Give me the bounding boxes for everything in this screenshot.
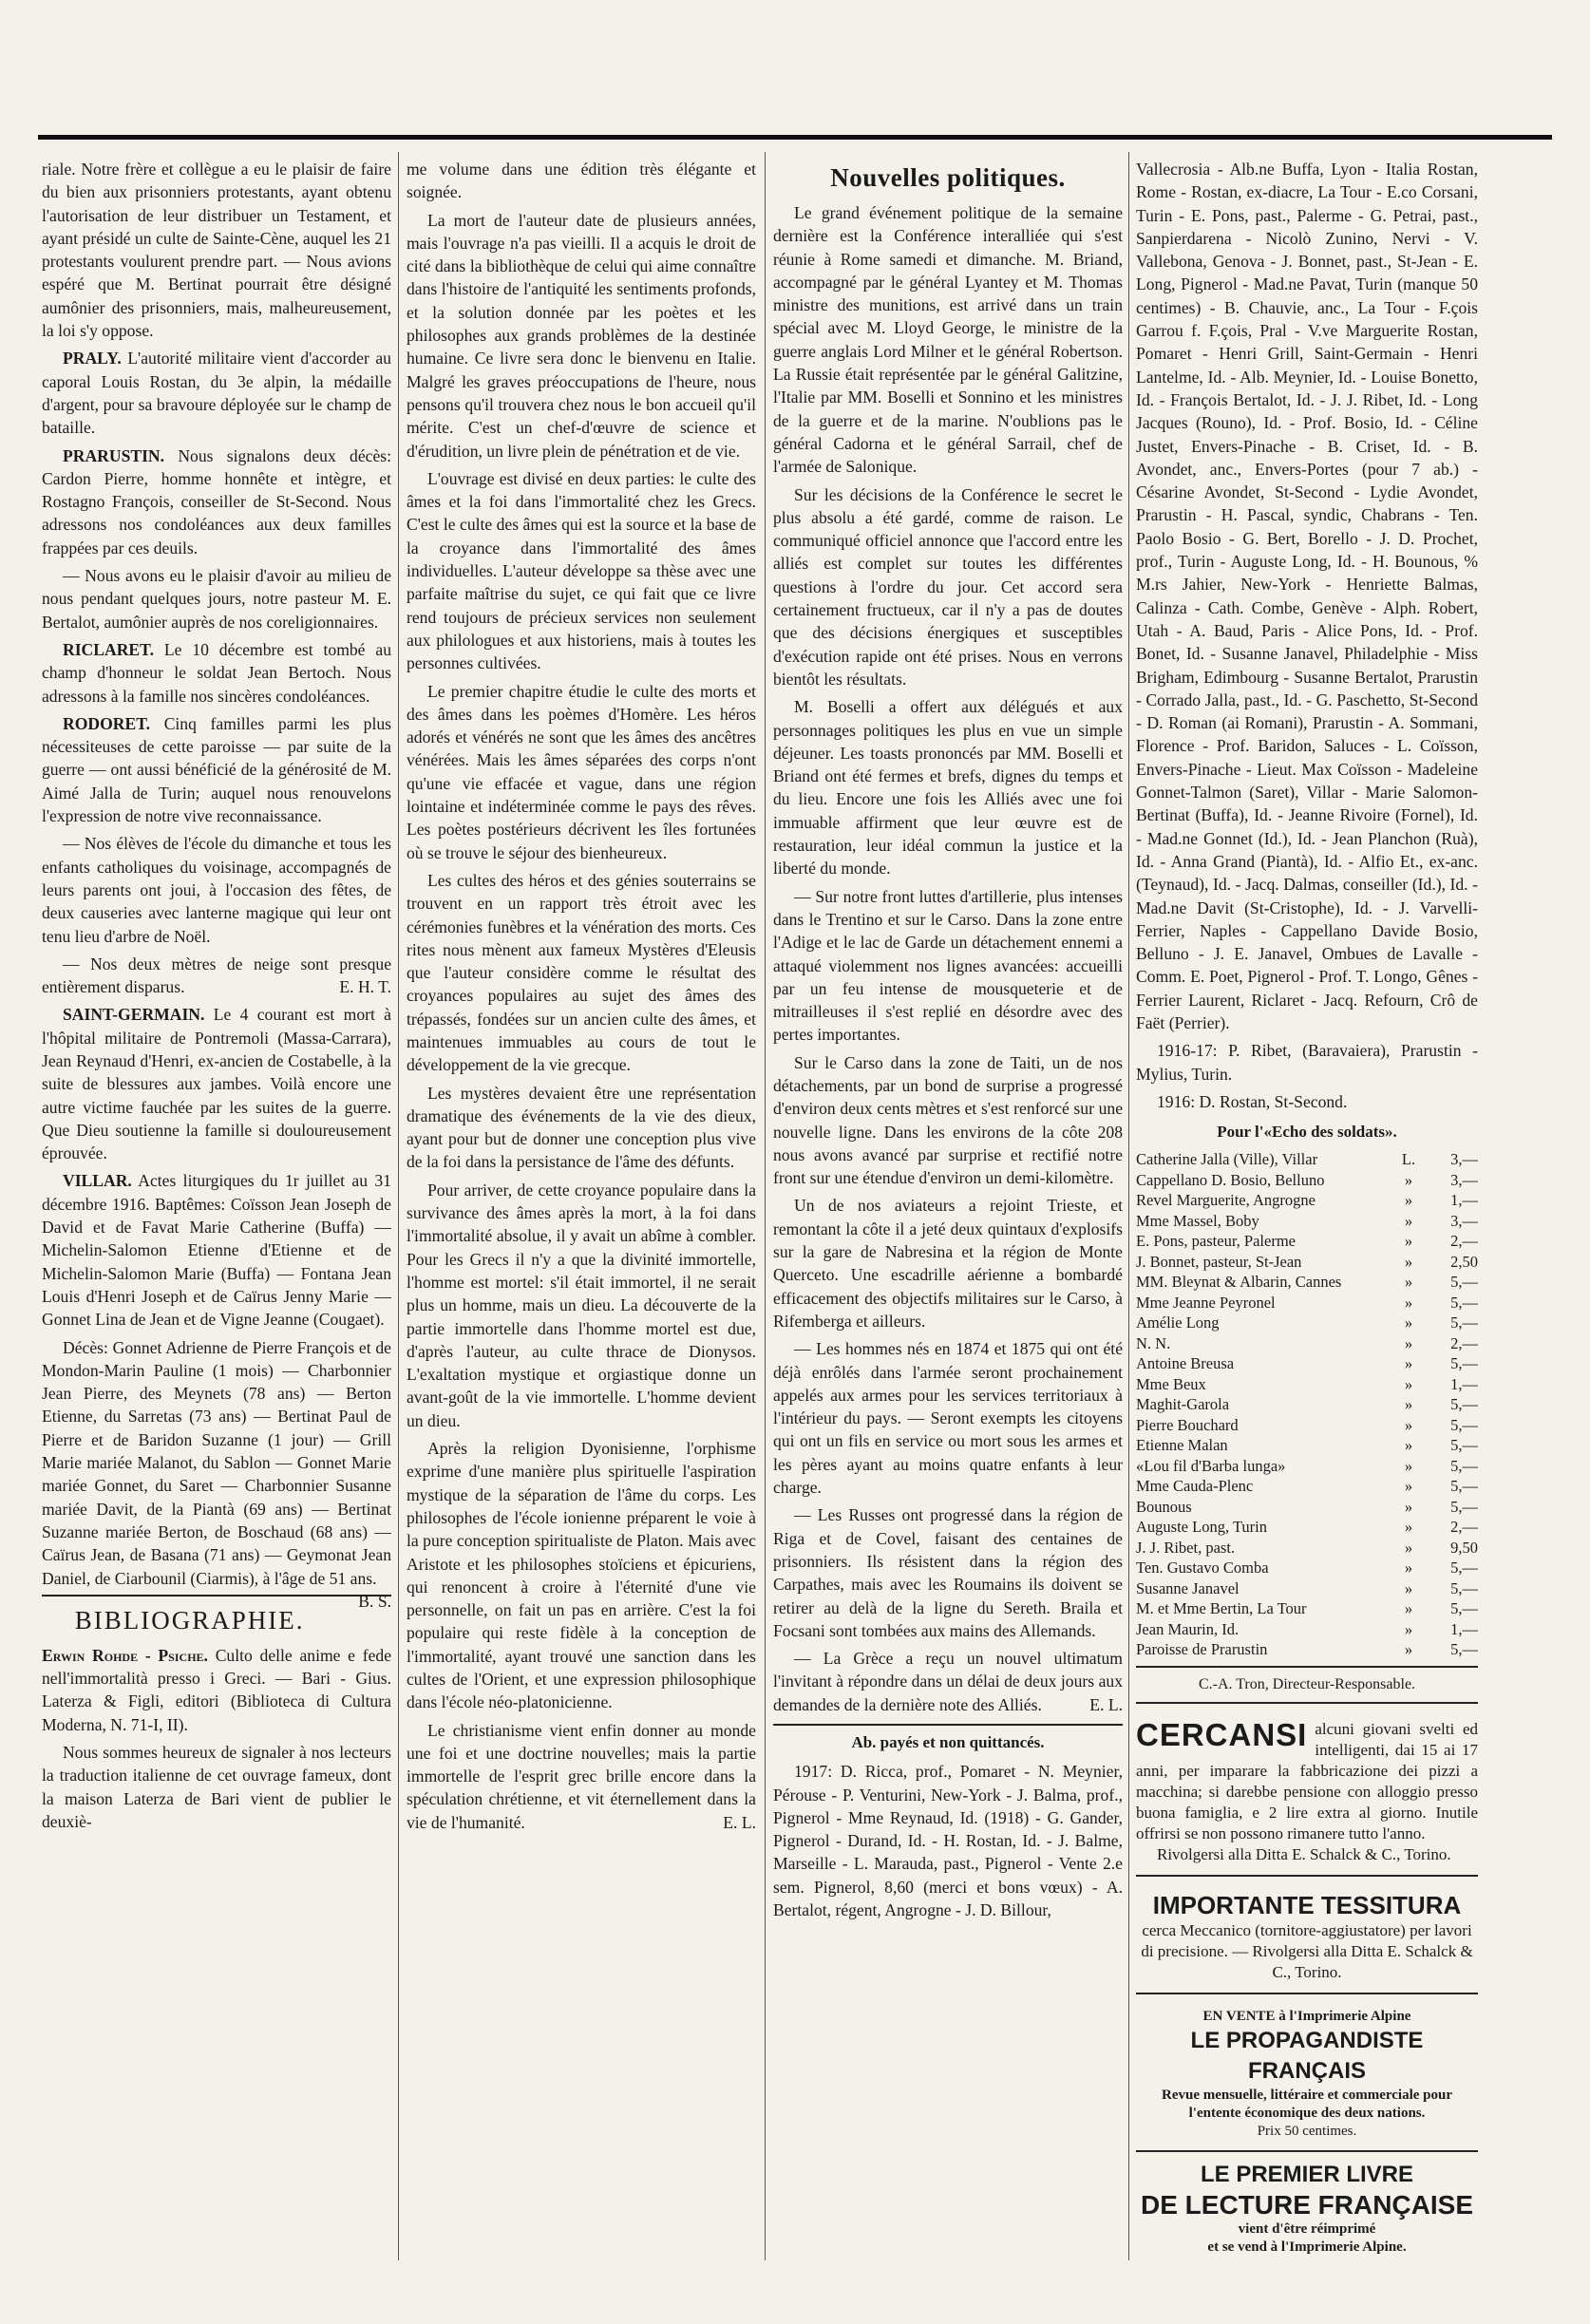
echo-name: Auguste Long, Turin	[1136, 1518, 1267, 1537]
echo-amt: 5,—	[1450, 1578, 1478, 1597]
echo-name: Pierre Bouchard	[1136, 1415, 1239, 1434]
echo-name: Antoine Breusa	[1136, 1354, 1235, 1373]
riclaret-item	[42, 638, 391, 708]
echo-amt: 3,—	[1450, 1170, 1478, 1189]
paragraph: 1916-17: P. Ribet, (Baravaiera), Prarustin - Mylius, Turin.	[1136, 1041, 1478, 1084]
echo-amt: 5,—	[1450, 1640, 1478, 1659]
ad-text: cerca Meccanico (tornitore-aggiustatore) per lavori di precisione. — Rivolgersi alla Ditta E. Schalck & C., Torino.	[1141, 1921, 1473, 1982]
echo-amt: 5,—	[1450, 1436, 1478, 1455]
paragraph-text: Le 10 décembre est tombé au champ d'honneur le soldat Jean Bertoch. Nous adressons à la famille nos sincères condoléances.	[42, 639, 391, 706]
echo-name: «Lou fil d'Barba lunga»	[1136, 1456, 1286, 1475]
paragraph: — Les hommes nés en 1874 et 1875 qui ont été déjà enrôlés dans l'armée seront prochainement appelés aux armes pour les services territoriaux à l'intérieur du pays. — Seront exempts les citoyens qui ont un fils en service ou mort sous les armes et les pères ayant au moins quatre enfants à leur charge.	[773, 1339, 1123, 1498]
prarustin-item	[42, 444, 391, 559]
subscriptions-heading: Ab. payés et non quittancés.	[773, 1724, 1123, 1754]
ad-title: LE PROPAGANDISTE FRANÇAIS	[1190, 2028, 1424, 2085]
echo-amt: 5,—	[1450, 1559, 1478, 1578]
echo-row	[1136, 1538, 1478, 1559]
ad-premier-livre	[1136, 2160, 1478, 2257]
praly-item	[42, 347, 391, 439]
echo-cur: »	[1404, 1170, 1413, 1189]
paragraph-text: Le 4 courant est mort à l'hôpital militaire de Pontremoli (Massa-Carrara), Jean Reynaud d'Henri, ex-ancien de Costabelle, à la suite de blessures aux jambes. Voilà encore une autre victime fauchée par les suites de la guerre. Que Dieu soutienne la famille si douloureusement éprouvée.	[42, 1005, 391, 1163]
echo-row	[1136, 1497, 1478, 1518]
paragraph: Pour arriver, de cette croyance populaire dans la survivance des âmes après la mort, à la foi dans l'immortalité absolue, il y avait un abîme à combler. Pour les Grecs il n'y a que la divinité immortelle, l'homme est mortel: s'il était immortel, il ne serait plus un homme, mais un dieu. La découverte de la partie immortelle dans l'homme mortel est due, d'après l'auteur, au culte thrace de Dionysos. L'exaltation mystique et orgiastique donne un avant-goût de la vie immortelle. L'homme devient un dieu.	[407, 1180, 756, 1430]
echo-cur: L.	[1401, 1150, 1416, 1169]
column-rule	[765, 152, 766, 2260]
ad-title: DE LECTURE FRANÇAISE	[1140, 2190, 1473, 2220]
paragraph-text: Nous signalons deux décès: Cardon Pierre, homme honnête et intègre, et Rostagno François, conseiller de St-Second. Nous adressons nos condoléances aux deux familles frappées par ces deuils.	[42, 445, 391, 557]
paragraph: Sur le Carso dans la zone de Taiti, un de nos détachements, par un bond de surprise a progressé d'environ deux cents mètres et s'est renforcé sur une nouvelle ligne. Dans les environs de la côte 208 nous avons avancé par surprise et rectifié notre front sur une étendue d'environ un demi-kilomètre.	[773, 1052, 1123, 1188]
politics-heading: Nouvelles politiques.	[830, 163, 1066, 192]
place-name: SAINT-GERMAIN.	[63, 1005, 205, 1025]
place-name: PRALY.	[63, 349, 122, 368]
director-line: C.-A. Tron, Directeur-Responsable.	[1136, 1673, 1478, 1704]
echo-name: Ten. Gustavo Comba	[1136, 1559, 1269, 1578]
echo-row	[1136, 1313, 1478, 1333]
echo-name: Jean Maurin, Id.	[1136, 1619, 1240, 1638]
echo-name: E. Pons, pasteur, Palerme	[1136, 1232, 1296, 1251]
echo-cur: »	[1404, 1518, 1413, 1537]
paragraph: M. Boselli a offert aux délégués et aux personnages politiques les plus en vue un simple déjeuner. Les toasts prononcés par MM. Boselli et Briand ont été fermes et brefs, dignes du temps et du lieu. Encore une fois les Alliés avec une foi immuable affirment que leur œuvre est de restauration, leur idéal commun la justice et la liberté du monde.	[773, 697, 1123, 879]
echo-row	[1136, 1598, 1478, 1619]
ad-kicker: EN VENTE à l'Imprimerie Alpine	[1202, 2009, 1411, 2025]
paragraph: L'ouvrage est divisé en deux parties: le culte des âmes et la foi dans l'immortalité chez les Grecs. C'est le culte des âmes qui est la source et la base de la croyance dans l'immortalité des âmes individuelles. L'auteur développe sa thèse avec une parfaite maîtrise du sujet, ce qui fait que ce livre rend toujours de précieux services non seulement aux philologues et aux historiens, mais à toutes les personnes cultivées.	[407, 468, 756, 673]
bibliography-entry	[42, 1644, 391, 1736]
echo-name: Etienne Malan	[1136, 1436, 1228, 1455]
echo-cur: »	[1404, 1313, 1413, 1332]
echo-name: MM. Bleynat & Albarin, Cannes	[1136, 1273, 1342, 1292]
echo-name: Bounous	[1136, 1497, 1192, 1516]
echo-name: Amélie Long	[1136, 1313, 1220, 1332]
echo-cur: »	[1404, 1640, 1413, 1659]
echo-cur: »	[1404, 1252, 1413, 1271]
echo-row	[1136, 1374, 1478, 1395]
echo-cur: »	[1404, 1354, 1413, 1373]
paragraph: me volume dans une édition très élégante et soignée.	[407, 160, 756, 202]
paragraph: Les cultes des héros et des génies souterrains se trouvent en un rapport très étroit avec les cérémonies funèbres et la vénération des morts. Ces rites nous mènent aux fameux Mystères d'Eleusis que l'auteur considère comme le résultat des croyances populaires au sujet des âmes des trépassés, fondées sur un ancien culte des âmes, et maintenues immuables au cours de tout le développement de la vie grecque.	[407, 870, 756, 1075]
column-4	[1136, 158, 1478, 2295]
echo-row	[1136, 1415, 1478, 1436]
echo-amt: 2,—	[1450, 1333, 1478, 1352]
echo-heading: Pour l'«Echo des soldats».	[1217, 1123, 1397, 1142]
ad-text: vient d'être réimprimé	[1238, 2221, 1376, 2238]
ad-tessitura	[1136, 1884, 1478, 1994]
echo-cur: »	[1404, 1599, 1413, 1618]
echo-name: J. J. Ribet, past.	[1136, 1538, 1236, 1557]
echo-cur: »	[1404, 1191, 1413, 1210]
place-name: RICLARET.	[63, 639, 154, 659]
ad-title: CERCANSI	[1136, 1717, 1308, 1753]
paragraph-text: Culto delle anime e fede nell'immortalità presso i Greci. — Bari - Gius. Laterza & Figli, editori (Biblioteca di Cultura Moderna, N. 71-I, II).	[42, 1645, 391, 1734]
paragraph: riale. Notre frère et collègue a eu le plaisir de faire du bien aux prisonniers protestants, ayant obtenu l'autorisation de leur distribuer un Testament, et ayant présidé un culte de Sainte-Cène, auquel les 21 protestants voulurent prendre part. — Nous avions espéré que M. Bertinat pourrait être désigné aumônier des prisonniers, mais, malheureusement, la loi s'y oppose.	[42, 160, 391, 341]
echo-name: Paroisse de Prarustin	[1136, 1640, 1268, 1659]
echo-amt: 3,—	[1450, 1150, 1478, 1169]
paragraph: — Les Russes ont progressé dans la région de Riga et de Covel, faisant des centaines de prisonniers. Ils résistent dans la région des Carpathes, mais avec les Roumains ils doivent se retirer au delà de la ligne du Sereth. Braila et Focsani sont tombées aux mains des Allemands.	[773, 1505, 1123, 1640]
paragraph-text: L'autorité militaire vient d'accorder au caporal Louis Rostan, du 3e alpin, la médaille d'argent, pour sa bravoure déployée sur le champ de bataille.	[42, 349, 391, 438]
echo-cur: »	[1404, 1232, 1413, 1251]
bibliography-heading: BIBLIOGRAPHIE.	[42, 1595, 391, 1636]
echo-name: Maghit-Garola	[1136, 1395, 1230, 1414]
echo-cur: »	[1404, 1578, 1413, 1597]
echo-row	[1136, 1456, 1478, 1477]
paragraph: Après la religion Dyonisienne, l'orphisme exprime d'une manière plus spirituelle l'aspiration mystique de la séparation de l'âme du corps. Les philosophes de l'école ionienne préparent le voie à la pure conception spiritualiste de Platon. Mais avec Aristote et les philosophes stoïciens et épicuriens, qui renoncent à croire à l'éternité d'une vie personnelle, on fait un pas en arrière. C'est la foi populaire qui reste fidèle à la conception de l'immortalité, ayant trouvé une sanction dans les cultes de l'Orient, et une expression philosophique dans l'école néo-platonicienne.	[407, 1439, 756, 1712]
paragraph	[42, 953, 391, 999]
paragraph: Le premier chapitre étudie le culte des morts et des âmes dans les poèmes d'Homère. Les héros adorés et vénérés ne sont que les âmes des ancêtres vénérées. Mais les âmes séparées des corps n'ont qu'une vie effacée et vague, dans une région lointaine et indéterminée comme le pays des rêves. Les poètes postérieurs décrivent les îles fortunées où se trouve le séjour des bienheureux.	[407, 681, 756, 862]
echo-name: Mme Cauda-Plenc	[1136, 1477, 1254, 1496]
signature: B. S.	[358, 1591, 391, 1611]
echo-row	[1136, 1211, 1478, 1232]
echo-row	[1136, 1394, 1478, 1415]
echo-amt: 5,—	[1450, 1273, 1478, 1292]
echo-amt: 5,—	[1450, 1293, 1478, 1312]
echo-amt: 2,—	[1450, 1232, 1478, 1251]
echo-row	[1136, 1578, 1478, 1599]
echo-name: N. N.	[1136, 1333, 1171, 1352]
paragraph: Un de nos aviateurs a rejoint Trieste, et remontant la côte il a jeté deux quintaux d'explosifs sur la gare de Nabresina et la région de Monte Querceto. Une escadrille aérienne a bombardé efficacement des objectifs militaires sur le Carso, à Rifemberga et ailleurs.	[773, 1196, 1123, 1331]
echo-row	[1136, 1558, 1478, 1578]
echo-cur: »	[1404, 1395, 1413, 1414]
echo-amt: 5,—	[1450, 1313, 1478, 1332]
echo-cur: »	[1404, 1497, 1413, 1516]
echo-amt: 5,—	[1450, 1497, 1478, 1516]
paragraph: — Nos élèves de l'école du dimanche et tous les enfants catholiques du voisinage, accompagnés de leurs parents ont joui, à l'occasion des fêtes, de deux causeries avec lanterne magique qui leur ont tenu lieu d'arbre de Noël.	[42, 834, 391, 946]
column-3	[773, 158, 1123, 2295]
echo-row	[1136, 1170, 1478, 1191]
echo-name: Catherine Jalla (Ville), Villar	[1136, 1150, 1318, 1169]
paragraph	[773, 1647, 1123, 1716]
echo-name: Revel Marguerite, Angrogne	[1136, 1191, 1316, 1210]
paragraph: — Sur notre front luttes d'artillerie, plus intenses dans le Trentino et sur le Carso. Dans la zone entre l'Adige et le lac de Garde un détachement ennemi a attaqué violemment nos lignes avancées: accueilli par un feu intense de mousqueterie et de mitrailleuses il s'est replié en désordre avec des pertes importantes.	[773, 886, 1123, 1045]
paragraph: Sur les décisions de la Conférence le secret le plus absolu a été gardé, comme de raison. Le communiqué officiel annonce que l'accord entre les alliés est complet sur toutes les différentes questions à l'ordre du jour. Cet accord sera certainement fructueux, car il n'y a pas de doutes que des décisions énergiques et susceptibles d'exécution rapide ont été prises. Nous en verrons bientôt les résultats.	[773, 484, 1123, 689]
echo-row	[1136, 1619, 1478, 1640]
echo-row	[1136, 1293, 1478, 1313]
place-name: PRARUSTIN.	[63, 445, 165, 465]
echo-row	[1136, 1231, 1478, 1252]
echo-cur: »	[1404, 1273, 1413, 1292]
column-rule	[1128, 152, 1129, 2260]
echo-amt: 2,—	[1450, 1518, 1478, 1537]
stgermain-item	[42, 1003, 391, 1164]
ad-body	[1136, 1719, 1478, 1865]
paragraph: Vallecrosia - Alb.ne Buffa, Lyon - Italia Rostan, Rome - Rostan, ex-diacre, La Tour - E.co Corsani, Turin - E. Pons, past., Palerme - G. Petrai, past., Sanpierdarena - Nicolò Zunino, Nervi - V. Vallebona, Genova - J. Bonnet, past., St-Jean - E. Long, Pignerol - Mad.ne Pavat, Turin (manque 50 centimes) - B. Chauvie, anc., La Tour - F.çois Garrou f. F.çois, Pral - V.ve Marguerite Rostan, Pomaret - Henri Grill, Saint-Germain - Henri Lantelme, Id. - Alb. Meynier, Id. - Louise Bonetto, Id. - François Bertalot, Id. - J. J. Ribet, Id. - Long Jacques (Rouno), Id. - Prof. Bosio, Id. - Céline Justet, Envers-Pinache - B. Criset, Id. - B. Avondet, anc., Envers-Portes (pour 7 ab.) - Césarine Avondet, St-Second - Lydie Avondet, Prarustin - H. Pascal, syndic, Chabrans - Ten. Paolo Bosio - G. Bert, Borello - J. D. Prochet, prof., Turin - Auguste Long, Id. - H. Bounous, % M.rs Jahier, New-York - Henriette Balmas, Calinza - Cath. Combe, Genève - Alph. Robert, Utah - A. Baud, Paris - Alice Pons, Id. - Prof. Bonet, Id. - Susanne Janavel, Philadelphie - Miss Brigham, Edimbourg - Susanne Bertalot, Prarustin - Corrado Jalla, past., Id. - G. Paschetto, St-Second - D. Roman (ai Romani), Prarustin - A. Sommani, Florence - Prof. Baridon, Saluces - L. Coïsson, Envers-Pinache - Lieut. Max Coïsson - Madeleine Gonnet-Talmon (Saret), Villar - Marie Salomon-Bertinat (Buffa), Id. - Jeanne Rivoire (Fornel), Id. - Mad.ne Gonnet (Id.), Id. - Jean Planchon (Ruà), Id. - Anna Grand (Piantà), Id. - Alfio Et., ex-anc. (Teynaud), Id. - Jacq. Dalmas, conseiller (Id.), Id. - Mad.ne Davit (St-Cristophe), Id. - J. Varvelli-Ferrier, Naples - Cappellano Davide Bosio, Belluno - J. E. Janavel, Ombues de Lavalle - Comm. E. Poet, Pignerol - Prof. T. Longo, Gênes - Ferrier Laurent, Riclaret - Jacq. Refourn, Crô de Faët (Perrier).	[1136, 160, 1478, 1032]
paragraph-text: — Nos deux mètres de neige sont presque entièrement disparus.	[42, 954, 391, 997]
signature: E. H. T.	[339, 977, 391, 997]
echo-amt: 5,—	[1450, 1354, 1478, 1373]
echo-name: Cappellano D. Bosio, Belluno	[1136, 1170, 1325, 1189]
echo-amt: 5,—	[1450, 1395, 1478, 1414]
villar-item	[42, 1169, 391, 1331]
paragraph-text: Actes liturgiques du 1r juillet au 31 décembre 1916. Baptêmes: Coïsson Jean Joseph de David et de Favat Marie Catherine (Buffa) — Michelin-Salomon Etienne d'Etienne et de Michelin-Salomon Marie (Buffa) — Fontana Jean Louis d'Henri Joseph et de Caïrus Jenny Marie — Gonnet Lina de Jean et de Vigne Jeanne (Cougaet).	[42, 1171, 391, 1330]
paragraph: La mort de l'auteur date de plusieurs années, mais l'ouvrage n'a pas vieilli. Il a acquis le droit de cité dans la bibliothèque de celui qui aime connaître dans l'histoire de l'antiquité les sentiments profonds, et la solution donnée par les poètes et les philosophes aux grands problèmes de la destinée humaine. Ce livre sera donc le bienvenu en Italie. Malgré les graves préoccupations de l'heure, nous pensons qu'il trouvera chez nous le bon accueil qu'il mérite. C'est un chef-d'œuvre de science et d'érudition, un livre plein de pénétration et de vie.	[407, 210, 756, 461]
echo-row	[1136, 1476, 1478, 1497]
echo-cur: »	[1404, 1374, 1413, 1393]
echo-name: M. et Mme Bertin, La Tour	[1136, 1599, 1307, 1618]
paragraph-text: Cinq familles parmi les plus nécessiteuses de cette paroisse — par suite de la guerre — ont aussi bénéficié de la générosité de M. Aimé Jalla de Turin; auquel nous renouvelons l'expression de notre vive reconnaissance.	[42, 713, 391, 826]
echo-amt: 5,—	[1450, 1477, 1478, 1496]
ad-contact: Rivolgersi alla Ditta E. Schalck & C., Torino.	[1157, 1845, 1451, 1864]
echo-name: J. Bonnet, pasteur, St-Jean	[1136, 1252, 1302, 1271]
paragraph: 1917: D. Ricca, prof., Pomaret - N. Meynier, Pérouse - P. Venturini, New-York - J. Balma, prof., Pignerol - Mme Reynaud, Id. (1918) - G. Gander, Pignerol - Durand, Id. - H. Rostan, Id. - J. Balme, Marseille - L. Marauda, past., Pignerol - Vente 2.e sem. Pignerol, 8,60 (merci et bons vœux) - A. Bertalot, régent, Angrogne - J. D. Billour,	[773, 1762, 1123, 1920]
ad-subtitle: Revue mensuelle, littéraire et commerciale pour l'entente économique des deux nations.	[1161, 2088, 1452, 2122]
echo-cur: »	[1404, 1456, 1413, 1475]
echo-amt: 1,—	[1450, 1374, 1478, 1393]
paragraph-text: Le christianisme vient enfin donner au monde une foi et une doctrine nouvelles; mais la partie immortelle de l'esprit grec brille encore dans la spéculation chrétienne, et vit éternellement dans la vie de l'humanité.	[407, 1720, 756, 1832]
echo-cur: »	[1404, 1436, 1413, 1455]
echo-cur: »	[1404, 1559, 1413, 1578]
echo-cur: »	[1404, 1619, 1413, 1638]
signature: E. L.	[723, 1812, 756, 1832]
ad-propagandiste	[1136, 2002, 1478, 2152]
column-2	[407, 158, 756, 2295]
paragraph	[42, 1336, 391, 1611]
echo-amt: 3,—	[1450, 1211, 1478, 1230]
top-rule	[38, 135, 1552, 140]
echo-amt: 9,50	[1450, 1538, 1478, 1557]
ad-text: alcuni giovani svelti ed intelligenti, dai 15 ai 17 anni, per imparare la fabbricazione dei pizzi a macchina; si darebbe pensione con alloggio presso buona famiglia, e 2 lire extra al giorno. Inutile offrirsi se non possono rimanere tutto l'anno.	[1136, 1720, 1478, 1843]
ad-text: et se vend à l'Imprimerie Alpine.	[1207, 2239, 1407, 2256]
echo-cur: »	[1404, 1211, 1413, 1230]
echo-name: Mme Beux	[1136, 1374, 1206, 1393]
signature: E. L.	[1089, 1694, 1123, 1714]
echo-cur: »	[1404, 1293, 1413, 1312]
echo-table-wrap	[1136, 1149, 1478, 1668]
echo-row	[1136, 1639, 1478, 1660]
place-name: VILLAR.	[63, 1171, 132, 1191]
echo-name: Mme Jeanne Peyronel	[1136, 1293, 1276, 1312]
echo-cur: »	[1404, 1538, 1413, 1557]
echo-row	[1136, 1353, 1478, 1374]
paragraph: Les mystères devaient être une représentation dramatique des événements de la vie des dieux, ayant pour but de donner une conception plus vive de la foi dans la persistance de l'âme des défunts.	[407, 1083, 756, 1172]
paragraph: 1916: D. Rostan, St-Second.	[1157, 1091, 1348, 1111]
paragraph-text: — La Grèce a reçu un nouvel ultimatum l'invitant à répondre dans un délai de deux jours aux demandes de la dernière note des Alliés.	[773, 1649, 1123, 1714]
echo-name: Susanne Janavel	[1136, 1578, 1240, 1597]
echo-cur: »	[1404, 1333, 1413, 1352]
echo-table	[1136, 1149, 1478, 1660]
echo-row	[1136, 1435, 1478, 1456]
ad-price: Prix 50 centimes.	[1257, 2124, 1357, 2140]
echo-row	[1136, 1517, 1478, 1538]
column-rule	[398, 152, 399, 2260]
echo-cur: »	[1404, 1415, 1413, 1434]
echo-amt: 5,—	[1450, 1599, 1478, 1618]
echo-amt: 1,—	[1450, 1619, 1478, 1638]
ad-title: IMPORTANTE TESSITURA	[1152, 1891, 1462, 1920]
echo-row	[1136, 1149, 1478, 1170]
ad-cercansi	[1136, 1713, 1478, 1877]
book-title: Erwin Rohde - Psiche.	[42, 1645, 208, 1665]
echo-amt: 2,50	[1450, 1252, 1478, 1271]
echo-row	[1136, 1252, 1478, 1273]
paragraph-text: Décès: Gonnet Adrienne de Pierre François et de Mondon-Marin Pauline (1 mois) — Charbonnier Jean Pierre, des Meynets (78 ans) — Berton Etienne, du Sarretas (73 ans) — Bertinat Paul de Pierre et de Baridon Suzanne (1 jour) — Grill Marie mariée Malanot, du Sablon — Gonnet Marie mariée Gonnet, du Saret — Charbonnier Susanne mariée Davit, de la Piantà (69 ans) — Bertinat Suzanne mariée Berton, de Boschaud (68 ans) — Caïrus Jean, de Basana (71 ans) — Geymonat Jean Daniel, de Ciarbounil (Ciarmis), à l'âge de 51 ans.	[42, 1337, 391, 1588]
echo-amt: 5,—	[1450, 1456, 1478, 1475]
echo-cur: »	[1404, 1477, 1413, 1496]
echo-amt: 1,—	[1450, 1191, 1478, 1210]
paragraph: — Nous avons eu le plaisir d'avoir au milieu de nous pendant quelques jours, notre pasteur M. E. Bertalot, aumônier auprès de nos coreligionnaires.	[42, 566, 391, 632]
paragraph	[407, 1719, 756, 1834]
echo-row	[1136, 1190, 1478, 1211]
paragraph: Le grand événement politique de la semaine dernière est la Conférence interalliée qui s'est réunie à Rome samedi et dimanche. M. Briand, accompagné par le général Lyantey et M. Thomas ministre des munitions, est arrivé dans un train spécial avec M. Lloyd George, le ministre de la guerre anglais Lord Milner et le général Robertson. La Russie était représentée par le général Galitzine, l'Italie par MM. Boselli et Sonnino et les ministres de la guerre et de la marine. N'oublions pas le général Cadorna et le général Sarrail, chef de l'armée de Salonique.	[773, 203, 1123, 477]
ad-title: LE PREMIER LIVRE	[1200, 2162, 1414, 2188]
column-1	[42, 158, 391, 2295]
place-name: RODORET.	[63, 713, 151, 733]
echo-name: Mme Massel, Boby	[1136, 1211, 1259, 1230]
paragraph: Nous sommes heureux de signaler à nos lecteurs la traduction italienne de cet ouvrage fameux, dont la maison Laterza de Bari vient de publier le deuxiè-	[42, 1743, 391, 1831]
rodoret-item	[42, 712, 391, 827]
echo-amt: 5,—	[1450, 1415, 1478, 1434]
echo-row	[1136, 1272, 1478, 1293]
echo-row	[1136, 1333, 1478, 1354]
